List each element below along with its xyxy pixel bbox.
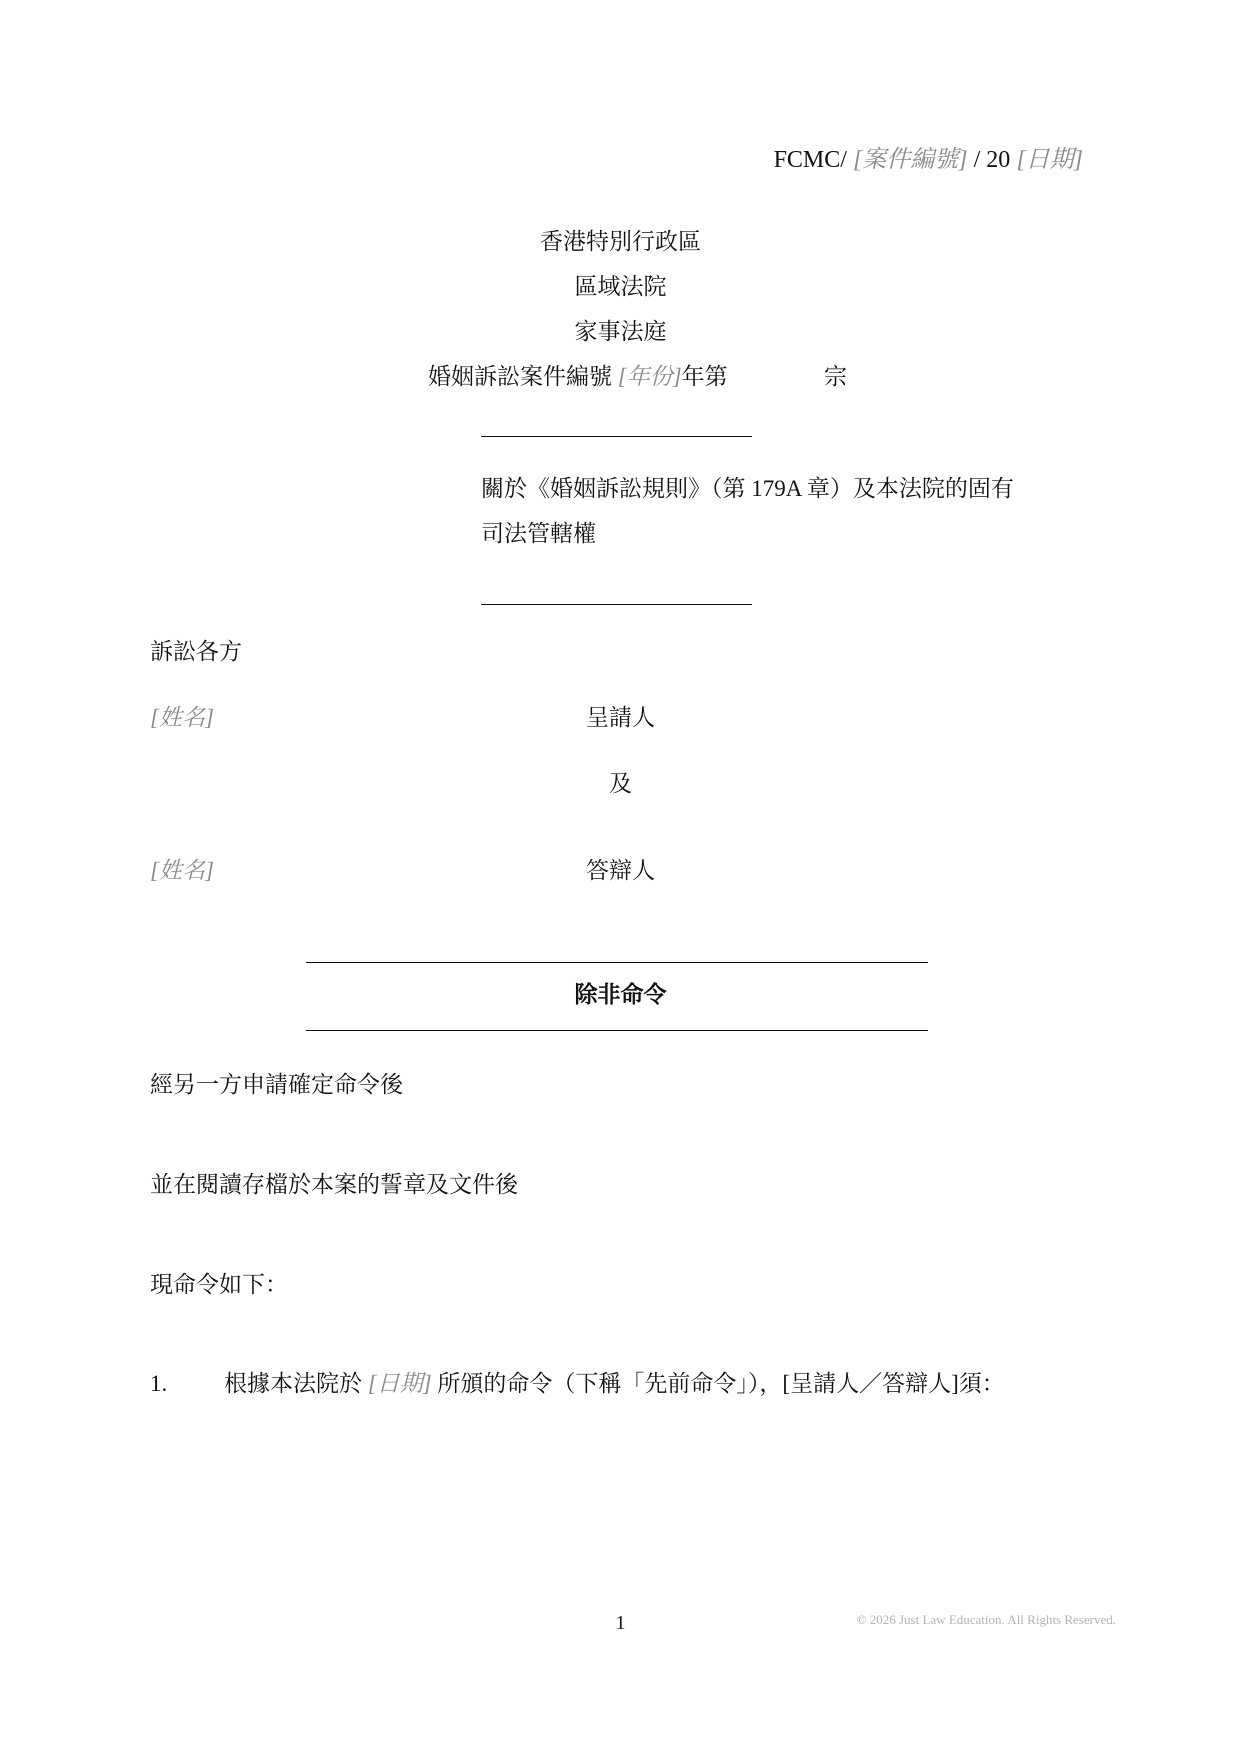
jurisdiction-line-2: 司法管轄權 [481, 521, 596, 546]
petitioner-name-placeholder[interactable]: [姓名] [150, 705, 214, 730]
and-label: 及 [609, 771, 632, 796]
case-year-prefix: / 20 [973, 147, 1011, 173]
year-placeholder[interactable]: [年份] [617, 364, 682, 389]
petitioner-role: 呈請人 [586, 705, 655, 730]
jurisdiction-line-1: 關於《婚姻訴訟規則》（第 179A 章）及本法院的固有 [481, 476, 1014, 501]
item-1-text-post: 所頒的命令（下稱「先前命令」），[呈請人／答辯人]須： [437, 1371, 1005, 1396]
court-region: 香港特別行政區 [540, 229, 701, 254]
divider-rule [481, 436, 752, 437]
case-suffix: 宗 [824, 364, 847, 389]
respondent-name-placeholder[interactable]: [姓名] [150, 858, 214, 883]
item-1-text-pre: 根據本法院於 [224, 1371, 362, 1396]
order-title: 除非命令 [574, 982, 667, 1007]
case-date-placeholder[interactable]: [日期] [1016, 147, 1083, 173]
case-number-placeholder[interactable]: [案件編號] [852, 147, 968, 173]
respondent-role: 答辯人 [586, 858, 655, 883]
order-item-1-number: 1. [150, 1371, 168, 1396]
case-number-header [774, 145, 1083, 175]
copyright-notice: © 2026 Just Law Education. All Rights Reserved. [856, 1612, 1116, 1627]
parties-heading: 訴訟各方 [150, 639, 242, 664]
item-1-date-placeholder[interactable]: [日期] [367, 1371, 432, 1396]
case-prefix: FCMC/ [773, 147, 847, 173]
title-top-rule [306, 962, 928, 963]
divider-rule [481, 604, 752, 605]
order-item-1 [224, 1369, 1005, 1399]
title-bottom-rule [306, 1030, 928, 1031]
year-suffix: 年第 [681, 364, 728, 389]
paragraph-affidavits: 並在閱讀存檔於本案的誓章及文件後 [150, 1172, 518, 1197]
court-name: 區域法院 [574, 274, 667, 299]
court-division: 家事法庭 [574, 319, 667, 344]
page-number: 1 [615, 1612, 626, 1634]
paragraph-application: 經另一方申請確定命令後 [150, 1072, 403, 1097]
case-label: 婚姻訴訟案件編號 [428, 364, 612, 389]
matrimonial-case-number [428, 362, 728, 392]
paragraph-order-intro: 現命令如下： [150, 1272, 288, 1297]
